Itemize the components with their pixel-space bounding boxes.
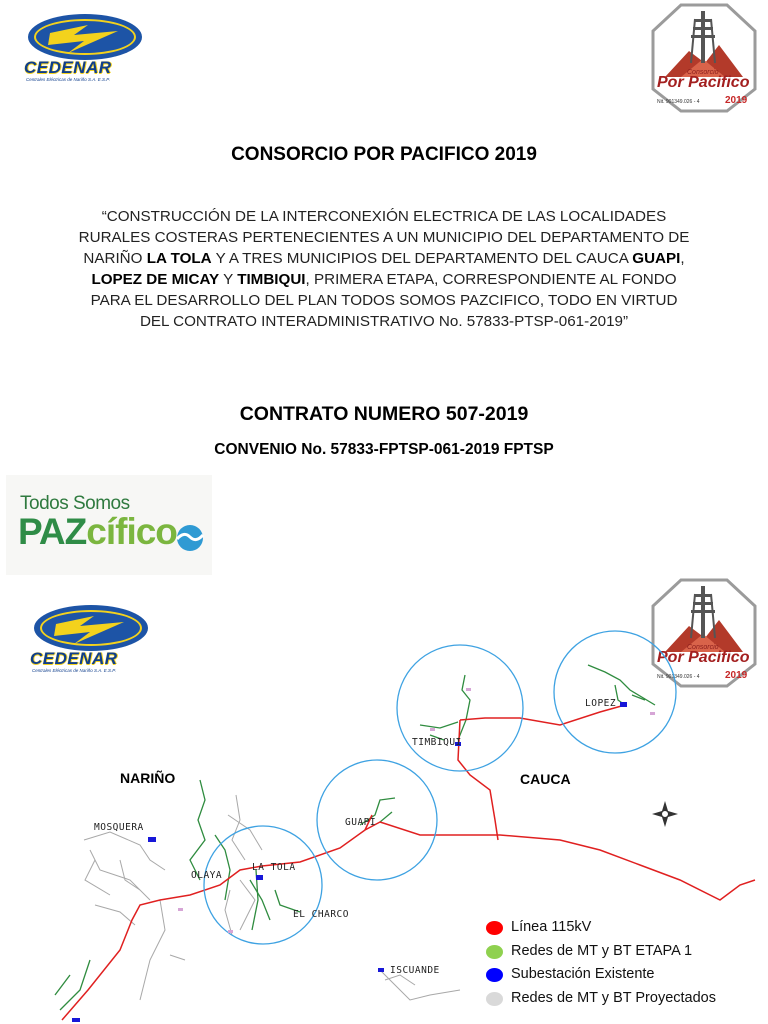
consorcio-year: 2019 xyxy=(725,95,748,106)
town-label-el-charco: EL CHARCO xyxy=(293,909,349,920)
legend-label: Subestación Existente xyxy=(511,966,655,982)
desc-part3: Y xyxy=(219,271,238,288)
region-label-narino: NARIÑO xyxy=(120,770,176,786)
compass-rose-icon xyxy=(652,801,678,827)
contract-title: CONTRATO NUMERO 507-2019 xyxy=(239,403,529,425)
page-title: CONSORCIO POR PACIFICO 2019 xyxy=(231,144,537,165)
legend-label: Redes de MT y BT ETAPA 1 xyxy=(511,942,693,959)
consorcio-nit: Nit. 901349.026 - 4 xyxy=(657,99,700,105)
town-label-guapi: GUAPI xyxy=(345,817,377,828)
cedenar-tagline: Centrales Eléctricas de Nariño S.A. E.S.P. xyxy=(32,668,116,673)
pazcifico-wave-icon xyxy=(174,523,206,553)
cedenar-name: CEDENAR xyxy=(24,58,112,77)
pazcifico-logo xyxy=(6,475,212,575)
cedenar-tagline: Centrales Eléctricas de Nariño S.A. E.S.P. xyxy=(26,77,110,82)
coverage-circles xyxy=(204,631,676,944)
legend-swatch-blue xyxy=(486,968,503,982)
cedenar-logo xyxy=(24,14,149,84)
agreement-number: CONVENIO No. 57833-FPTSP-061-2019 FPTSP xyxy=(214,441,554,458)
map-legend xyxy=(486,919,756,1013)
legend-label: Línea 115kV xyxy=(511,919,592,935)
pazcifico-line2 xyxy=(18,511,177,553)
consorcio-big-label: Por Pacifico xyxy=(657,649,750,666)
desc-part1: “CONSTRUCCIÓN DE LA INTERCONEXIÓN ELECTRICA DE LAS LOCALIDADES RURALES COSTERAS PERTENECIENTES A UN MUNICIPIO DEL DEPARTAMENTO DE NARIÑO xyxy=(78,208,690,267)
desc-lopez: LOPEZ DE MICAY xyxy=(91,271,220,288)
pazcifico-line1: Todos Somos xyxy=(20,493,130,514)
town-label-timbiqui: TIMBIQUI xyxy=(412,737,462,748)
consorcio-small-label: Consorcio xyxy=(687,69,719,76)
desc-la-tola: LA TOLA xyxy=(146,250,212,267)
consorcio-year: 2019 xyxy=(725,670,748,681)
desc-sep1: , xyxy=(680,250,685,267)
town-label-mosquera: MOSQUERA xyxy=(94,822,144,833)
legend-swatch-green xyxy=(486,945,503,959)
desc-part4: , PRIMERA ETAPA, CORRESPONDIENTE AL FONDO PARA EL DESARROLLO DEL PLAN TODOS SOMOS PAZCIFICO, TODO EN VIRTUD DEL CONTRATO INTERADMINISTRATIVO No. 57833-PTSP-061-2019” xyxy=(90,271,678,330)
consorcio-small-label: Consorcio xyxy=(687,644,719,651)
desc-guapi: GUAPI xyxy=(632,250,681,267)
consorcio-logo xyxy=(651,3,757,113)
town-label-iscuande: ISCUANDE xyxy=(390,965,440,976)
legend-swatch-red xyxy=(486,921,503,935)
desc-part2: Y A TRES MUNICIPIOS DEL DEPARTAMENTO DEL CAUCA xyxy=(211,250,633,267)
region-label-cauca: CAUCA xyxy=(520,771,571,787)
project-description xyxy=(74,206,694,332)
legend-item-115kv xyxy=(486,919,756,943)
legend-swatch-gray xyxy=(486,992,503,1006)
legend-item-projected xyxy=(486,990,756,1014)
pazcifico-rest: cífico xyxy=(86,511,177,552)
town-label-lopez: LOPEZ xyxy=(585,698,617,709)
lightning-bolt-icon xyxy=(44,19,124,57)
desc-timbiqui: TIMBIQUI xyxy=(237,271,306,288)
node-markers xyxy=(178,688,655,933)
legend-label: Redes de MT y BT Proyectados xyxy=(511,989,716,1006)
pazcifico-caps: PAZ xyxy=(18,511,87,552)
town-label-la-tola: LA TOLA xyxy=(252,862,296,873)
consorcio-nit: Nit. 901349.026 - 4 xyxy=(657,674,700,680)
legend-item-stage1 xyxy=(486,943,756,967)
consorcio-big-label: Por Pacifico xyxy=(657,74,750,91)
cedenar-name: CEDENAR xyxy=(30,649,118,668)
town-label-olaya: OLAYA xyxy=(191,870,223,881)
legend-item-substation xyxy=(486,966,756,990)
